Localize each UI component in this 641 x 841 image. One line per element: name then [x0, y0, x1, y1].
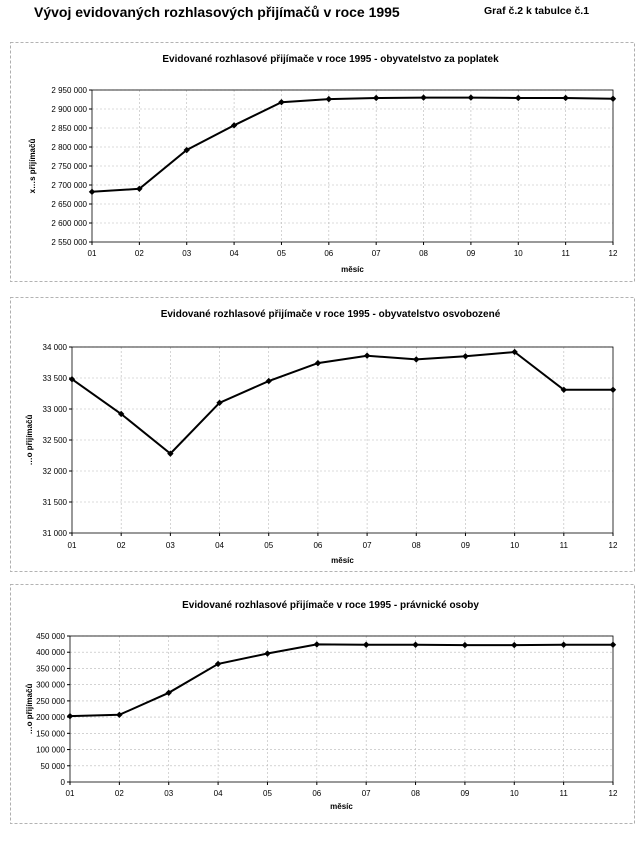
y-tick-label: 2 550 000 — [51, 238, 87, 247]
series-line — [72, 352, 613, 454]
y-tick-label: 2 600 000 — [51, 219, 87, 228]
x-tick-label: 07 — [361, 789, 371, 798]
chart-panel-fee-paying — [10, 42, 635, 282]
chart-title: Evidované rozhlasové přijímače v roce 1995 - právnické osoby — [182, 600, 479, 611]
data-point — [468, 94, 474, 100]
data-point — [413, 356, 419, 362]
plot-area — [70, 636, 613, 782]
panel-border — [11, 298, 635, 572]
x-tick-label: 08 — [411, 541, 421, 550]
y-tick-label: 2 650 000 — [51, 200, 87, 209]
data-point — [315, 360, 321, 366]
series-line — [92, 98, 613, 192]
y-tick-label: 250 000 — [36, 696, 65, 706]
y-tick-label: 450 000 — [36, 632, 65, 641]
x-tick-label: 07 — [362, 541, 372, 550]
x-tick-label: 04 — [213, 789, 223, 798]
data-point — [412, 642, 418, 648]
data-point — [462, 353, 468, 359]
y-tick-label: 350 000 — [36, 664, 65, 674]
y-tick-label: 150 000 — [36, 729, 65, 739]
data-point — [89, 189, 95, 195]
chart-fee-paying — [10, 42, 635, 282]
y-tick-label: 2 700 000 — [51, 181, 87, 190]
data-point — [420, 94, 426, 100]
data-point — [610, 387, 616, 393]
y-axis-title: …o přijímačů — [25, 683, 34, 735]
data-point — [264, 650, 270, 656]
x-tick-label: 05 — [277, 249, 286, 258]
data-point — [116, 712, 122, 718]
x-tick-label: 12 — [608, 789, 618, 798]
x-tick-label: 03 — [164, 789, 174, 798]
y-tick-label: 31 000 — [42, 529, 67, 538]
x-tick-label: 10 — [513, 249, 523, 258]
data-point — [515, 95, 521, 101]
y-tick-label: 100 000 — [36, 745, 65, 755]
x-axis-title: měsíc — [331, 556, 354, 565]
x-tick-label: 05 — [263, 789, 272, 798]
page-title: Vývoj evidovaných rozhlasových přijímačů v roce 1995 — [34, 4, 400, 20]
y-tick-label: 31 500 — [42, 498, 67, 507]
panel-border — [11, 585, 635, 824]
x-tick-label: 08 — [411, 789, 420, 798]
chart-panel-legal-entities — [10, 584, 635, 824]
data-point — [266, 378, 272, 384]
y-tick-label: 33 500 — [42, 374, 67, 383]
y-tick-label: 50 000 — [40, 761, 65, 771]
data-point — [373, 95, 379, 101]
x-tick-label: 10 — [509, 789, 519, 798]
y-tick-label: 2 750 000 — [51, 162, 87, 171]
data-point — [610, 96, 616, 102]
y-tick-label: 2 850 000 — [51, 124, 87, 133]
data-point — [562, 95, 568, 101]
data-point — [363, 642, 369, 648]
chart-title: Evidované rozhlasové přijímače v roce 1995 - obyvatelstvo osvobozené — [160, 309, 501, 320]
data-point — [314, 641, 320, 647]
y-tick-label: 2 800 000 — [51, 143, 87, 152]
x-tick-label: 05 — [264, 541, 274, 550]
x-tick-label: 02 — [134, 249, 144, 258]
data-point — [67, 713, 73, 719]
series-line — [70, 644, 613, 716]
data-point — [364, 352, 370, 358]
y-tick-label: 200 000 — [36, 713, 65, 723]
data-point — [326, 96, 332, 102]
data-point — [511, 642, 517, 648]
y-tick-label: 32 000 — [42, 467, 67, 476]
y-tick-label: 33 000 — [42, 405, 67, 414]
data-point — [462, 642, 468, 648]
x-tick-label: 06 — [324, 249, 334, 258]
data-point — [610, 642, 616, 648]
x-tick-label: 11 — [559, 541, 568, 550]
x-tick-label: 12 — [608, 249, 618, 258]
data-point — [560, 642, 566, 648]
chart-panel-exempt — [10, 297, 635, 572]
y-tick-label: 300 000 — [36, 680, 65, 690]
x-tick-label: 04 — [215, 541, 224, 550]
x-tick-label: 08 — [419, 249, 428, 258]
x-tick-label: 12 — [608, 541, 618, 550]
y-tick-label: 34 000 — [42, 343, 67, 352]
x-axis-title: měsíc — [341, 265, 364, 274]
x-tick-label: 06 — [312, 789, 322, 798]
x-tick-label: 06 — [313, 541, 323, 550]
x-tick-label: 11 — [559, 789, 568, 798]
x-tick-label: 09 — [466, 249, 476, 258]
x-tick-label: 03 — [165, 541, 175, 550]
x-tick-label: 11 — [561, 249, 570, 258]
chart-title: Evidované rozhlasové přijímače v roce 1995 - obyvatelstvo za poplatek — [162, 54, 499, 65]
x-tick-label: 09 — [460, 789, 470, 798]
y-axis-title: x…s přijímačů — [28, 138, 37, 194]
y-tick-label: 400 000 — [36, 648, 65, 658]
x-tick-label: 02 — [116, 541, 126, 550]
y-axis-title: …o přijímačů — [25, 414, 34, 466]
x-tick-label: 04 — [229, 249, 239, 258]
x-tick-label: 01 — [65, 789, 75, 798]
y-tick-label: 0 — [60, 778, 65, 787]
panel-border — [11, 43, 635, 282]
x-axis-title: měsíc — [330, 802, 353, 811]
y-tick-label: 2 950 000 — [51, 86, 87, 95]
x-tick-label: 01 — [67, 541, 77, 550]
y-tick-label: 2 900 000 — [51, 105, 87, 114]
y-tick-label: 32 500 — [42, 436, 67, 445]
x-tick-label: 09 — [461, 541, 470, 550]
chart-legal-entities — [10, 584, 635, 824]
chart-exempt — [10, 297, 635, 572]
x-tick-label: 01 — [87, 249, 97, 258]
x-tick-label: 07 — [371, 249, 381, 258]
x-tick-label: 02 — [114, 789, 124, 798]
x-tick-label: 10 — [510, 541, 520, 550]
page-reference: Graf č.2 k tabulce č.1 — [484, 5, 590, 17]
x-tick-label: 03 — [182, 249, 192, 258]
